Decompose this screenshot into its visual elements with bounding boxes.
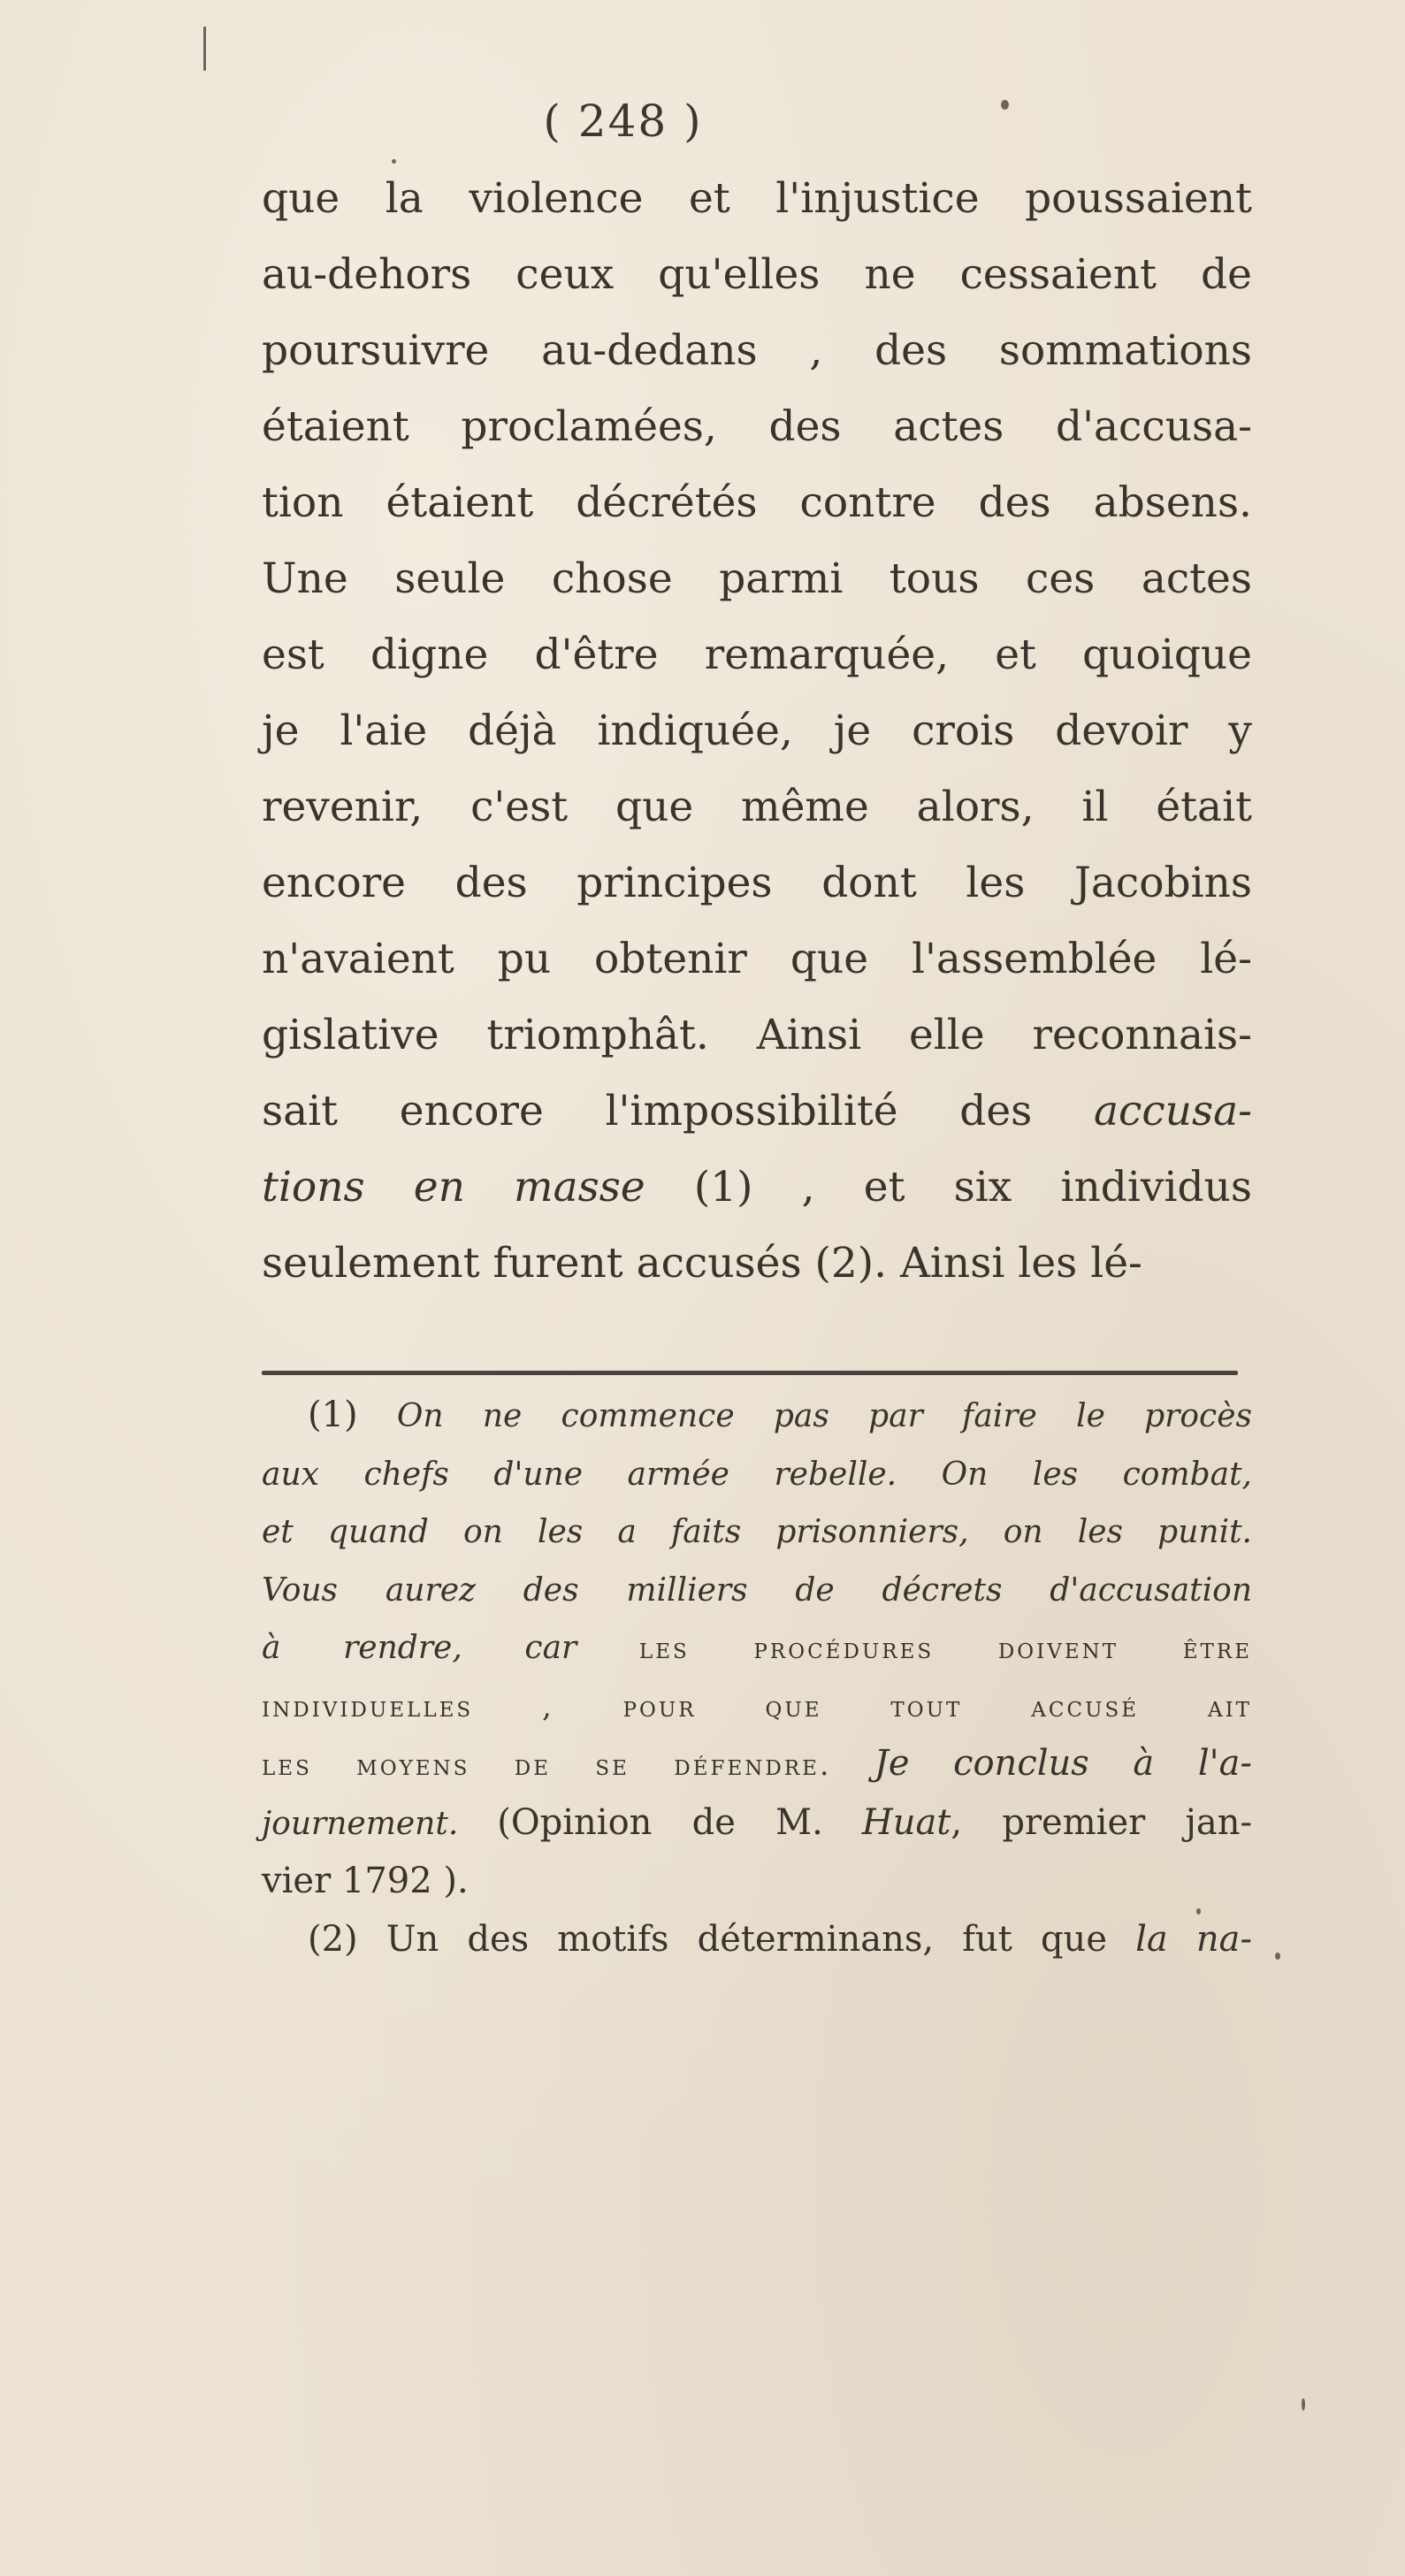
body-line-2: au-dehors ceux qu'elles ne cessaient de	[262, 250, 1252, 299]
footnote-1-line-4: Vous aurez des milliers de décrets d'accusation	[262, 1571, 1252, 1609]
footnote-1-line-2: aux chefs d'une armée rebelle. On les combat,	[262, 1456, 1252, 1493]
body-line-13-italic: accusa-	[1094, 1087, 1252, 1135]
body-line-3: poursuivre au-dedans , des sommations	[262, 326, 1252, 375]
footnote-2-line-1	[262, 1911, 1252, 1969]
footnote-2-italic: la na-	[1135, 1918, 1253, 1960]
footnote-1-line-5-caps: les procédures doivent être	[638, 1631, 1252, 1665]
body-line-15: seulement furent accusés (2). Ainsi les lé-	[262, 1239, 1142, 1288]
footnotes	[262, 1387, 1252, 1968]
body-line-8: je l'aie déjà indiquée, je crois devoir y	[262, 707, 1252, 755]
paper-speck	[1196, 1908, 1201, 1915]
body-line-5: tion étaient décrétés contre des absens.	[262, 478, 1252, 527]
footnote-1-line-5-italic: à rendre, car	[262, 1630, 577, 1666]
body-line-11: n'avaient pu obtenir que l'assemblée lé-	[262, 935, 1252, 983]
paper-speck	[392, 159, 396, 164]
body-line-14	[262, 1150, 1252, 1226]
paper-speck	[1302, 2398, 1305, 2411]
body-line-10: encore des principes dont les Jacobins	[262, 859, 1252, 907]
footnote-1-line-3: et quand on les a faits prisonniers, on les punit.	[262, 1514, 1252, 1550]
main-text	[262, 161, 1252, 1302]
body-line-7: est digne d'être remarquée, et quoique	[262, 631, 1252, 679]
footnote-1-text-1: On ne commence pas par faire le procès	[396, 1398, 1252, 1434]
footnote-1-line-7-italic: Je conclus à l'a-	[874, 1743, 1252, 1784]
footnote-2-text: (2) Un des motifs déterminans, fut que	[308, 1918, 1107, 1960]
body-line-6: Une seule chose parmi tous ces actes	[262, 554, 1252, 603]
footnote-separator-rule	[262, 1371, 1238, 1375]
footnote-1-line-1	[262, 1387, 1252, 1446]
page-number: ( 248 )	[543, 96, 703, 147]
footnote-1-line-8-name: Huat	[861, 1801, 951, 1843]
paper-speck	[203, 27, 206, 71]
paper-speck	[1001, 100, 1009, 110]
footnote-1-line-6: individuelles , pour que tout accusé ait	[262, 1688, 1252, 1724]
body-line-14-text: (1) , et six individus	[693, 1163, 1252, 1212]
footnote-1-line-9: vier 1792 ).	[262, 1861, 469, 1901]
footnote-1-line-8-italic: journement.	[262, 1805, 459, 1842]
body-line-4: étaient proclamées, des actes d'accusa-	[262, 402, 1252, 451]
body-line-13	[262, 1074, 1252, 1150]
footnote-1-line-8	[262, 1794, 1252, 1854]
footnote-1-line-8-normal-2: , premier jan-	[951, 1801, 1253, 1843]
body-line-13-text: sait encore l'impossibilité des	[262, 1087, 1033, 1135]
footnote-1-line-7	[262, 1735, 1252, 1794]
body-line-1: que la violence et l'injustice poussaient	[262, 174, 1252, 223]
footnote-1-line-7-caps: les moyens de se défendre.	[262, 1747, 832, 1782]
footnote-1-marker: (1)	[308, 1395, 358, 1435]
footnote-1-line-8-normal-1: (Opinion de M.	[497, 1801, 823, 1843]
paper-speck	[1275, 1953, 1280, 1960]
body-line-9: revenir, c'est que même alors, il était	[262, 783, 1252, 831]
body-line-14-italic: tions en masse	[262, 1163, 645, 1212]
footnote-1-line-5	[262, 1619, 1252, 1678]
body-line-12: gislative triomphât. Ainsi elle reconnais-	[262, 1011, 1252, 1059]
